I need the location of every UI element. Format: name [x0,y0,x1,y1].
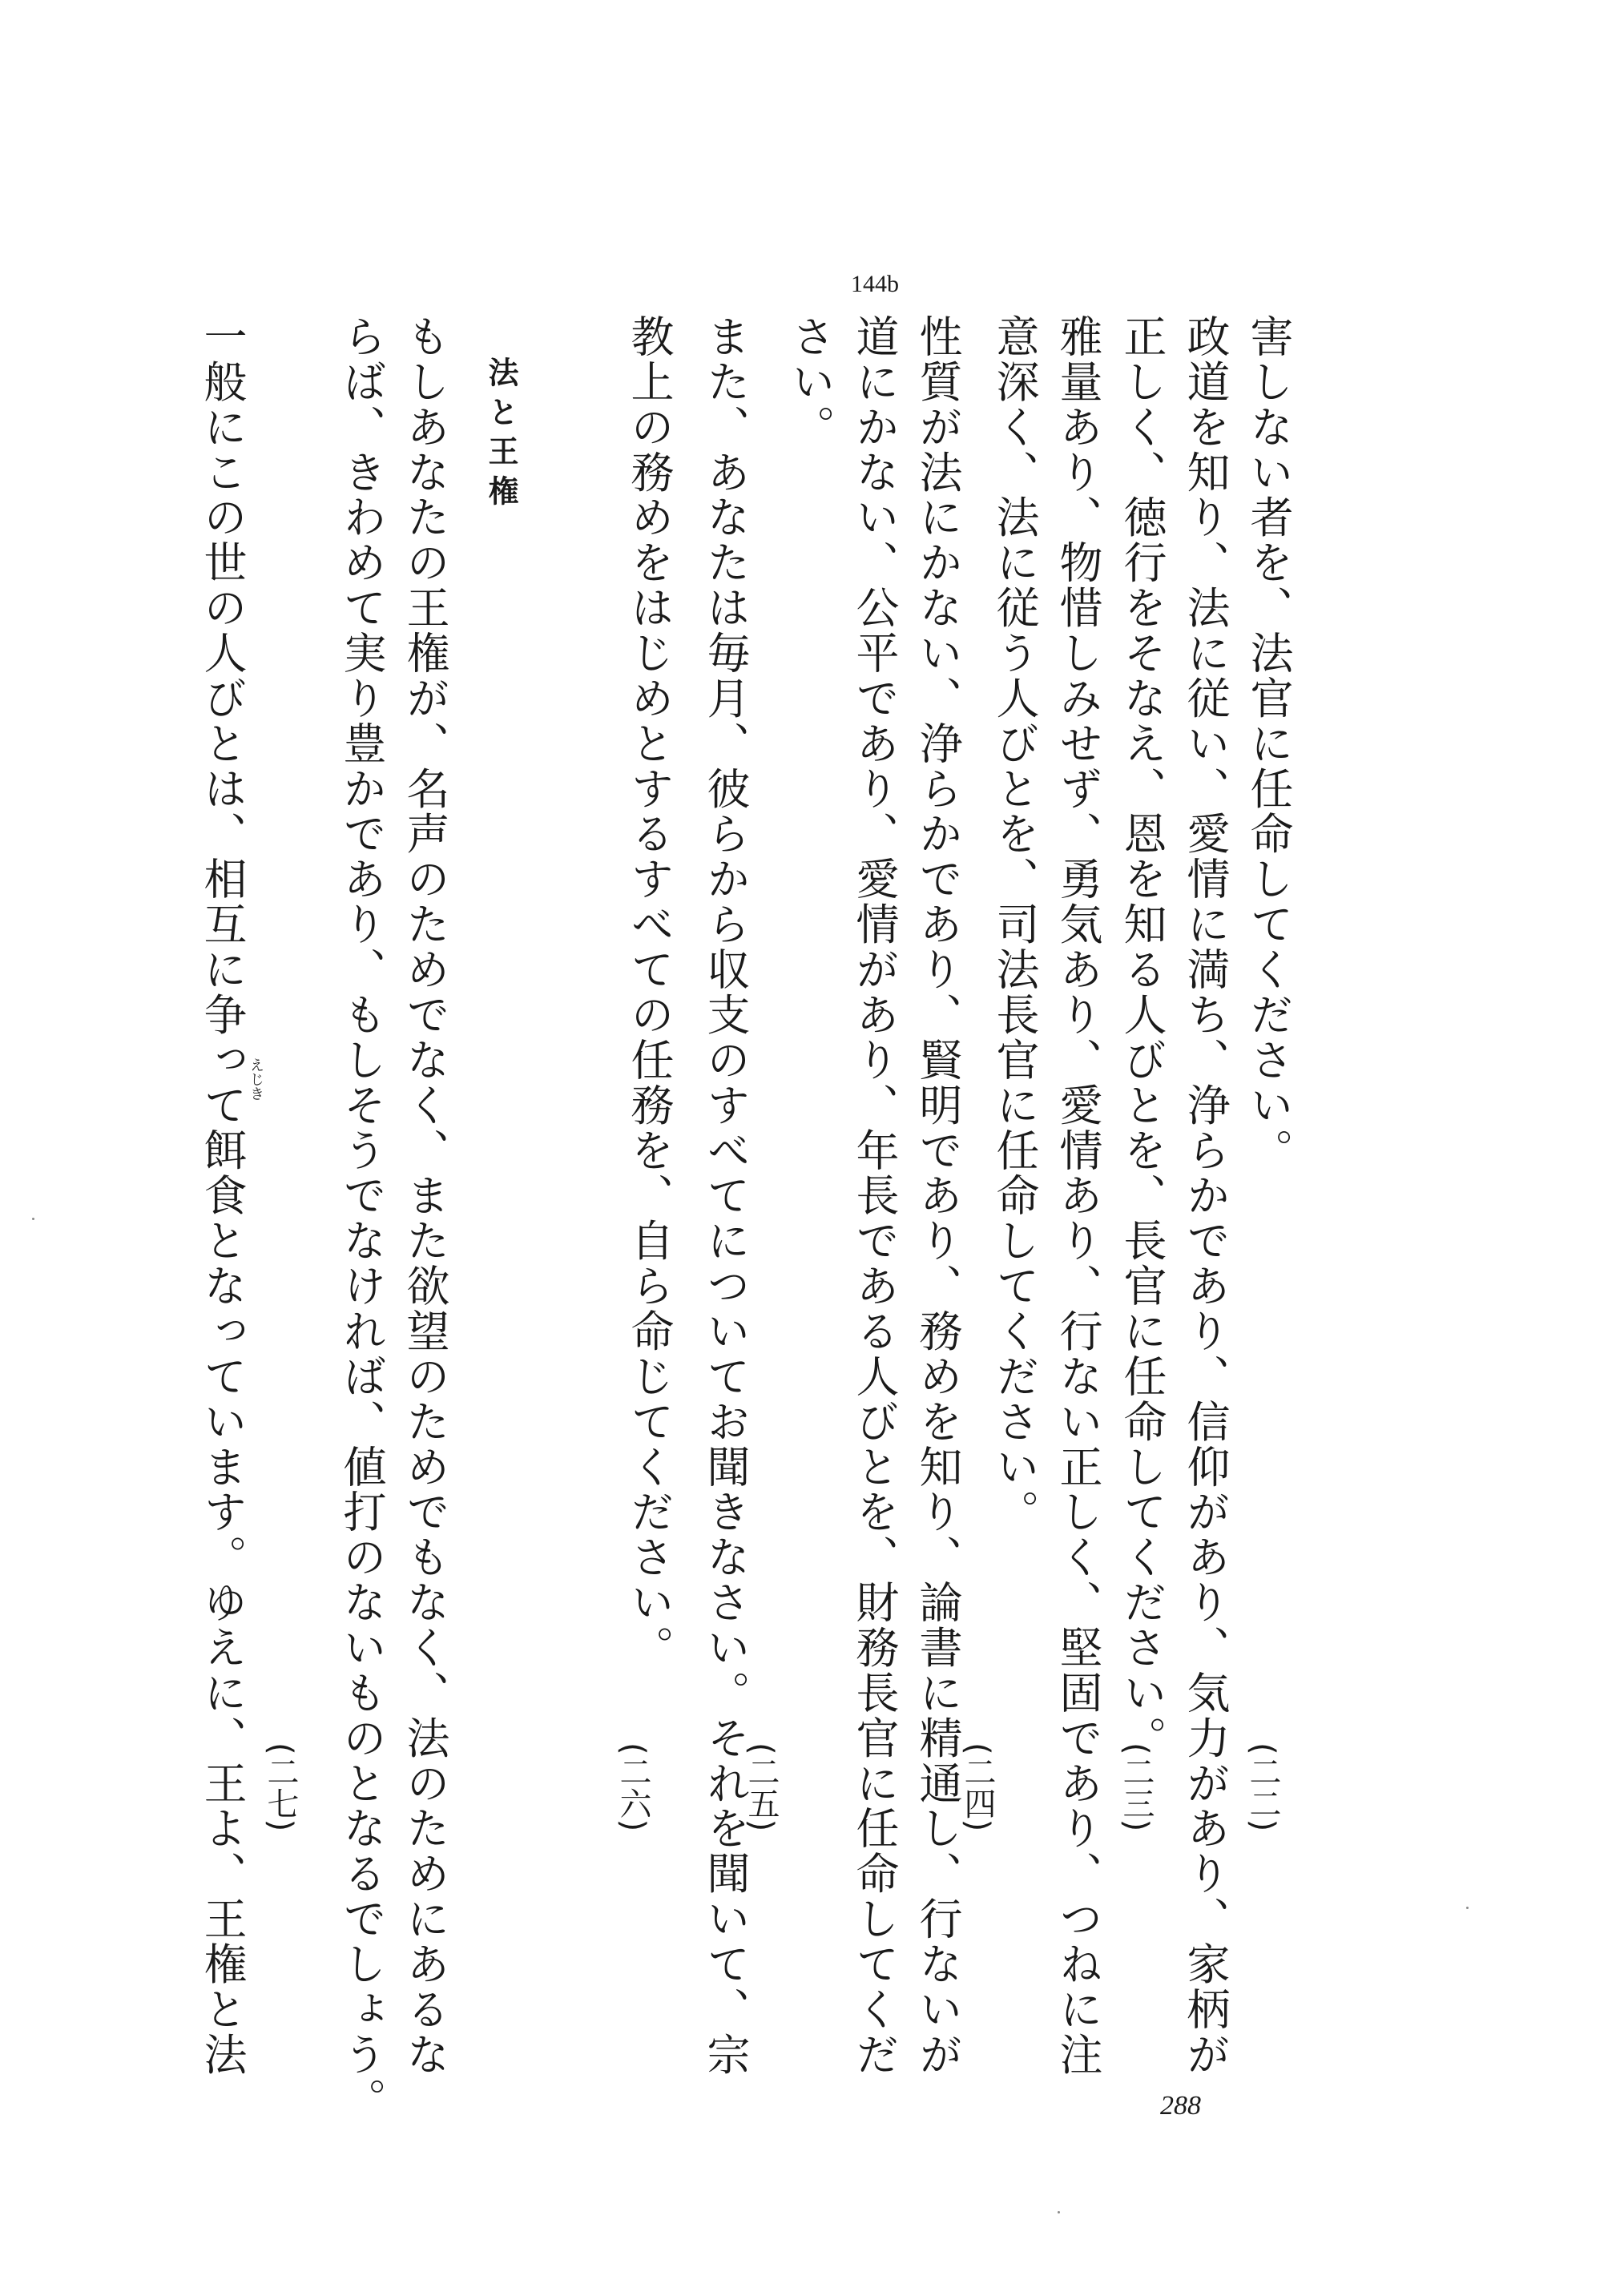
verse-number-27: (二七) [262,1742,299,1832]
text-column-12: らば、きわめて実り豊かであり、もしそうでなければ、値打のないものとなるでしょう。 [336,314,387,2123]
text-column-10: 教上の務めをはじめとするすべての任務を、自ら命じてください。 [624,314,675,1670]
furigana-ejiki: えじき [248,1057,264,1101]
text-column-9: また、あなたは毎月、彼らから収支のすべてについてお聞きなさい。それを聞いて、宗 [700,314,751,2077]
text-column-8: さい。 [785,314,836,450]
scan-speck [1466,1907,1469,1909]
verse-number-24: (二四) [959,1742,996,1832]
text-column-3: 正しく、徳行をそなえ、恩を知る人びとを、長官に任命してください。 [1117,314,1167,1761]
text-column-5: 意深く、法に従う人びとを、司法長官に任命してください。 [989,314,1040,1535]
verse-number-22: (二二) [1244,1742,1281,1832]
text-column-11: もしあなたの王権が、名声のためでなく、また欲望のためでもなく、法のためにあるな [400,314,450,2077]
scan-speck [32,1218,34,1220]
section-heading: 法と王権 [483,356,518,515]
text-column-6: 性質が法にかない、浄らかであり、賢明であり、務めを知り、論書に精通し、行ないが [913,314,963,2077]
text-column-1: 害しない者を、法官に任命してください。 [1243,314,1294,1174]
verse-number-26: (二六) [615,1742,651,1832]
text-column-4: 雅量あり、物惜しみせず、勇気あり、愛情あり、行ない正しく、堅固であり、つねに注 [1053,314,1103,2077]
scan-speck [1058,2211,1060,2213]
text-column-7: 道にかない、公平であり、愛情があり、年長である人びとを、財務長官に任命してくだ [849,314,900,2077]
text-column-13: 一般にこの世の人びとは、相互に争って餌食となっています。ゆえに、王よ、王権と法 [197,314,248,2077]
verse-number-25: (二五) [743,1742,780,1832]
text-column-2: 政道を知り、法に従い、愛情に満ち、浄らかであり、信仰があり、気力があり、家柄が [1180,314,1231,2077]
verse-number-23: (二三) [1118,1742,1155,1832]
page-label: 144b [851,271,899,297]
page-number: 288 [1160,2091,1201,2121]
